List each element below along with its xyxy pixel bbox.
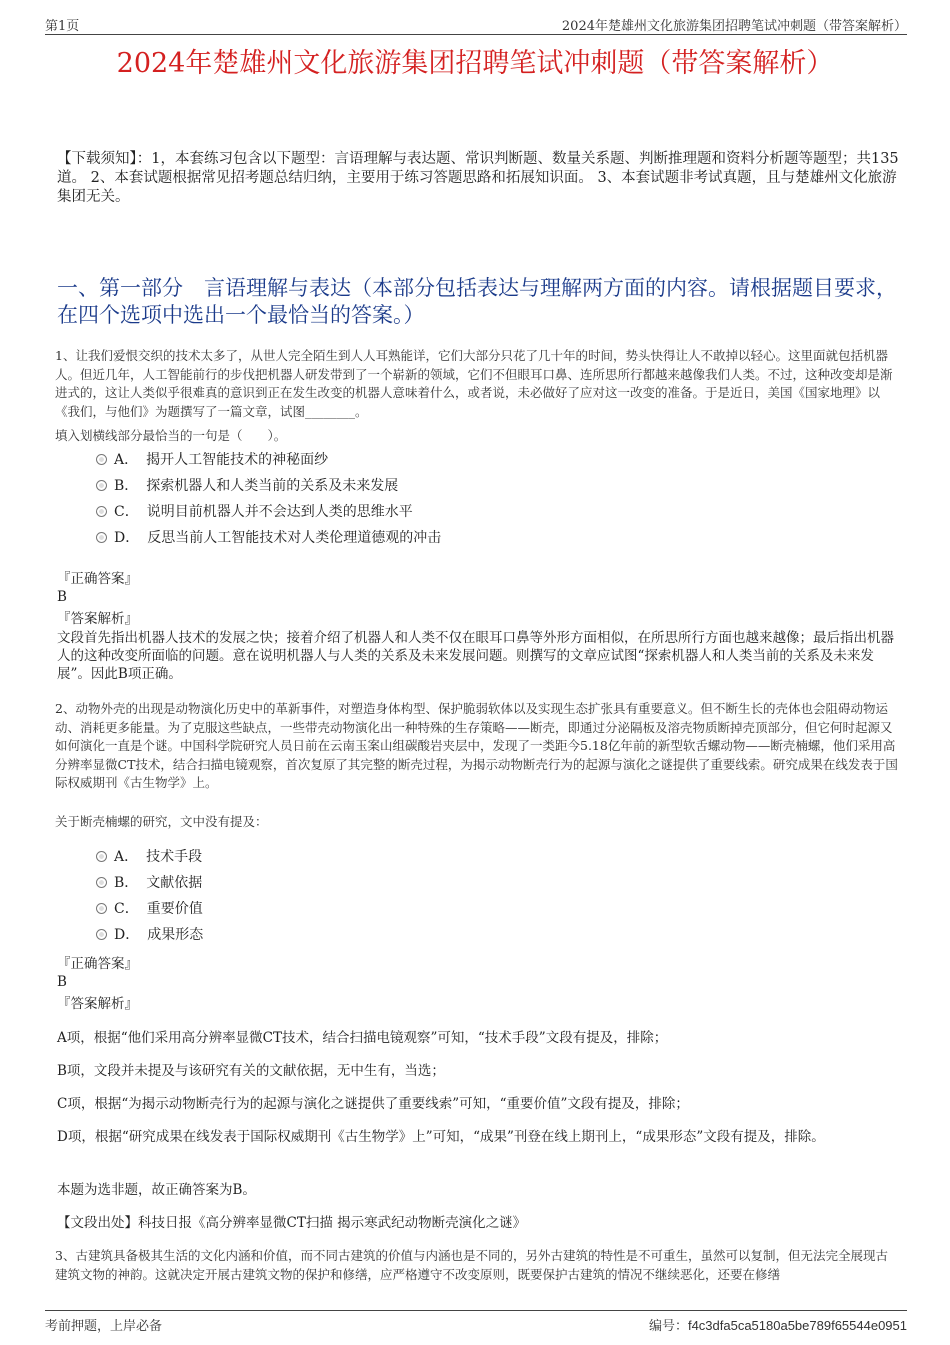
q2-option-d[interactable]: D． 成果形态 bbox=[96, 925, 203, 945]
q1-option-a[interactable]: A． 揭开人工智能技术的神秘面纱 bbox=[96, 450, 328, 470]
q2-analysis-line: C项，根据“为揭示动物断壳行为的起源与演化之谜提供了重要线索”可知，“重要价值”文段有提及，排除； bbox=[57, 1096, 689, 1112]
q1-option-c[interactable]: C． 说明目前机器人并不会达到人类的思维水平 bbox=[96, 502, 413, 522]
page-header bbox=[45, 14, 907, 35]
q2-option-b[interactable]: B． 文献依据 bbox=[96, 873, 202, 893]
radio-icon[interactable] bbox=[96, 851, 107, 862]
q2-analysis-line: B项，文段并未提及与该研究有关的文献依据，无中生有，当选； bbox=[57, 1063, 445, 1079]
q2-analysis-line: D项，根据“研究成果在线发表于国际权威期刊《古生物学》上”可知，“成果”刊登在线上期刊上，“成果形态”文段有提及，排除。 bbox=[57, 1129, 825, 1145]
q3-stem: 3、古建筑具备极其生活的文化内涵和价值，而不同古建筑的价值与内涵也是不同的，另外古建筑的特性是不可重生，虽然可以复制，但无法完全展现古建筑文物的神韵。这就决定开展古建筑文物的保护和修缮，应严格遵守不改变原则，既要保护古建筑的情况不继续恶化，还要在修缮 bbox=[55, 1248, 888, 1282]
document-title: 2024年楚雄州文化旅游集团招聘笔试冲刺题（带答案解析） bbox=[116, 48, 834, 79]
radio-icon[interactable] bbox=[96, 877, 107, 888]
radio-icon[interactable] bbox=[96, 454, 107, 465]
q2-option-a[interactable]: A． 技术手段 bbox=[96, 847, 202, 867]
q1-analysis-label: 『答案解析』 bbox=[57, 611, 138, 627]
q1-prompt: 填入划横线部分最恰当的一句是（ ）。 bbox=[55, 428, 287, 443]
radio-icon[interactable] bbox=[96, 929, 107, 940]
radio-icon[interactable] bbox=[96, 480, 107, 491]
radio-icon[interactable] bbox=[96, 532, 107, 543]
q1-answer-label: 『正确答案』 bbox=[57, 571, 138, 587]
footer-slogan: 考前押题，上岸必备 bbox=[45, 1319, 163, 1334]
q1-option-b[interactable]: B． 探索机器人和人类当前的关系及未来发展 bbox=[96, 476, 398, 496]
footer-code: 编号：f4c3dfa5ca5180a5be789f65544e0951 bbox=[648, 1318, 907, 1334]
page-footer bbox=[45, 1310, 907, 1334]
q2-analysis-line: A项，根据“他们采用高分辨率显微CT技术，结合扫描电镜观察”可知，“技术手段”文段有提及，排除； bbox=[57, 1030, 668, 1046]
q1-answer: B bbox=[57, 589, 67, 605]
q2-analysis-label: 『答案解析』 bbox=[57, 996, 138, 1012]
header-doc-title: 2024年楚雄州文化旅游集团招聘笔试冲刺题（带答案解析） bbox=[561, 19, 907, 34]
q2-answer-label: 『正确答案』 bbox=[57, 956, 138, 972]
q1-analysis: 文段首先指出机器人技术的发展之快；接着介绍了机器人和人类不仅在眼耳口鼻等外形方面相似，在所思所行方面也越来越像；最后指出机器人的这种改变所面临的问题。意在说明机器人与人类的关系及未来发展问题。则撰写的文章应试图“探索机器人和人类当前的关系及未来发展”。因此B项正确。 bbox=[57, 630, 894, 682]
page-number: 第1页 bbox=[45, 19, 80, 34]
section-title: 一、第一部分 言语理解与表达（本部分包括表达与理解两方面的内容。请根据题目要求，在四个选项中选出一个最恰当的答案。） bbox=[57, 276, 897, 327]
download-notice: 【下载须知】：1，本套练习包含以下题型：言语理解与表达题、常识判断题、数量关系题、判断推理题和资料分析题等题型；共135道。 2、本套试题根据常见招考题总结归纳，主要用于练习答题思路和拓展知识面。 3、本套试题非考试真题，且与楚雄州文化旅游集团无关。 bbox=[57, 151, 899, 205]
q2-conclusion: 本题为选非题，故正确答案为B。 bbox=[57, 1182, 256, 1198]
q2-answer: B bbox=[57, 974, 67, 990]
q2-source: 【文段出处】科技日报《高分辨率显微CT扫描 揭示寒武纪动物断壳演化之谜》 bbox=[57, 1215, 527, 1231]
radio-icon[interactable] bbox=[96, 903, 107, 914]
q2-stem: 2、动物外壳的出现是动物演化历史中的革新事件，对塑造身体构型、保护脆弱软体以及实现生态扩张具有重要意义。但不断生长的壳体也会阻碍动物运动、消耗更多能量。为了克服这些缺点，一些带壳动物演化出一种特殊的生存策略——断壳，即通过分泌隔板及溶壳物质断掉壳顶部分，但它何时起源又如何演化一直是个谜。中国科学院研究人员日前在云南玉案山组碳酸岩夹层中，发现了一类距今5.18亿年前的新型软舌螺动物——断壳楠螺，他们采用高分辨率显微CT技术，结合扫描电镜观察，首次复原了其完整的断壳过程，为揭示动物断壳行为的起源与演化之谜提供了重要线索。研究成果在线发表于国际权威期刊《古生物学》上。 bbox=[55, 701, 898, 790]
radio-icon[interactable] bbox=[96, 506, 107, 517]
q2-option-c[interactable]: C． 重要价值 bbox=[96, 899, 203, 919]
q1-option-d[interactable]: D． 反思当前人工智能技术对人类伦理道德观的冲击 bbox=[96, 528, 441, 548]
q1-stem: 1、让我们爱恨交织的技术太多了，从世人完全陌生到人人耳熟能详，它们大部分只花了几十年的时间，势头快得让人不敢掉以轻心。这里面就包括机器人。但近几年，人工智能前行的步伐把机器人研发带到了一个崭新的领域，它们不但眼耳口鼻、连所思所行都越来越像我们人类。不过，这种改变却是渐进式的，这让人类似乎很难真的意识到正在发生改变的机器人意味着什么，或者说，未必做好了应对这一改变的准备。于是近日，美国《国家地理》以《我们，与他们》为题撰写了一篇文章，试图________。 bbox=[55, 348, 893, 419]
q2-prompt: 关于断壳楠螺的研究，文中没有提及： bbox=[55, 814, 268, 829]
